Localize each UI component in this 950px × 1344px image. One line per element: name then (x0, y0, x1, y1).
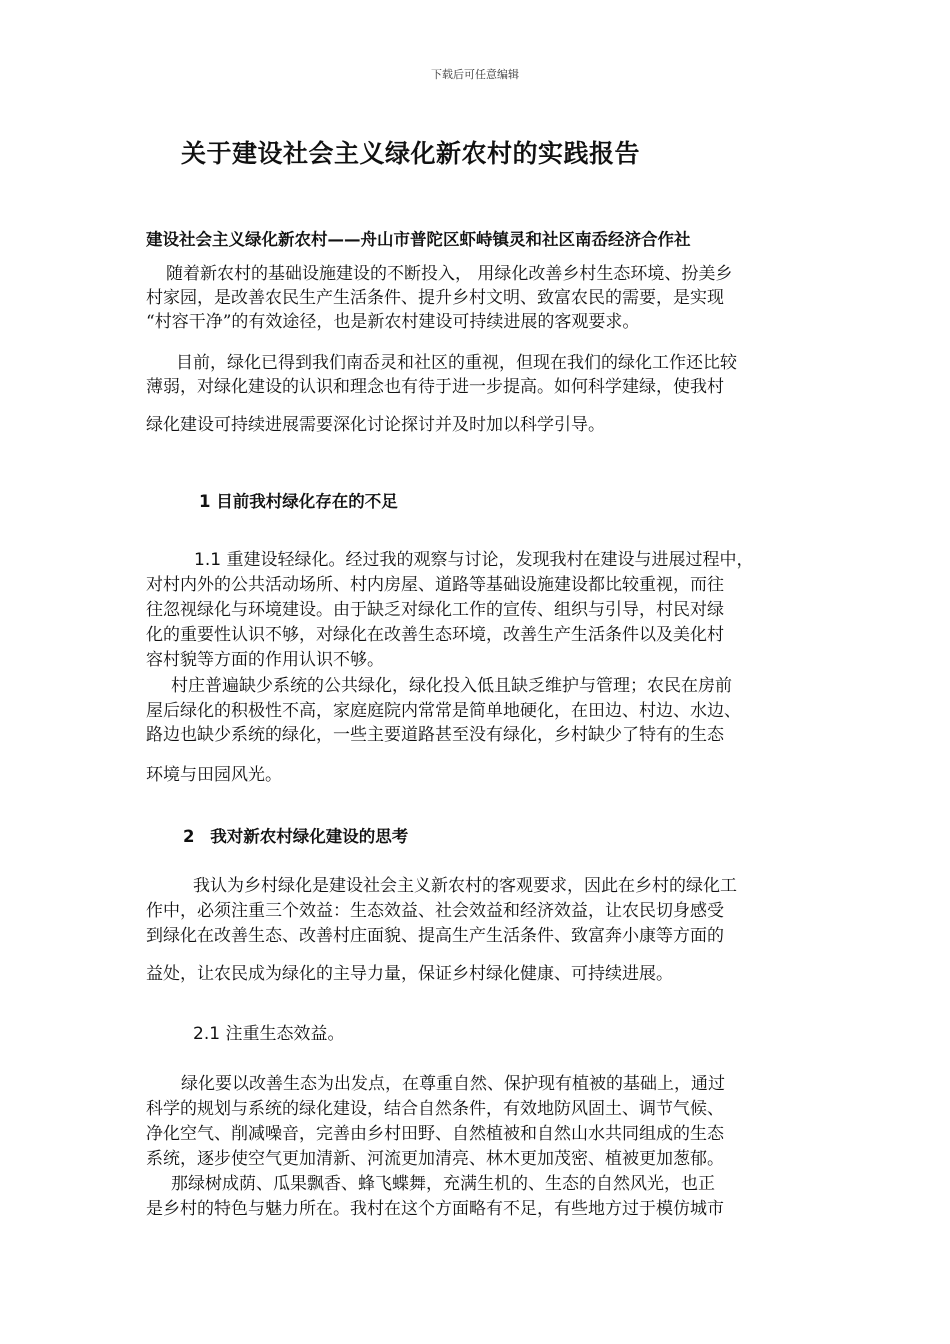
intro-line: 绿化建设可持续进展需要深化讨论探讨并及时加以科学引导。 (146, 415, 605, 435)
section-1-heading (199, 488, 398, 512)
section-2-heading (183, 823, 408, 847)
section-1-1-line (194, 548, 874, 572)
section-2-1-line: 科学的规划与系统的绿化建设，结合自然条件，有效地防风固土、调节气候、 (146, 1099, 724, 1119)
section-2-line: 益处，让农民成为绿化的主导力量，保证乡村绿化健康、可持续进展。 (146, 964, 673, 984)
section-1-line: 村庄普遍缺少系统的公共绿化，绿化投入低且缺乏维护与管理；农民在房前 (171, 676, 732, 696)
intro-line: 村家园，是改善农民生产生活条件、提升乡村文明、致富农民的需要，是实现 (146, 288, 724, 308)
intro-line: “村容干净”的有效途径，也是新农村建设可持续进展的客观要求。 (146, 312, 640, 332)
section-1-line: 路边也缺少系统的绿化，一些主要道路甚至没有绿化，乡村缺少了特有的生态 (146, 725, 724, 745)
section-1-line: 容村貌等方面的作用认识不够。 (146, 650, 384, 670)
section-number: 1 (199, 492, 211, 511)
intro-line: 随着新农村的基础设施建设的不断投入， 用绿化改善乡村生态环境、扮美乡 (166, 264, 733, 284)
subsection-number: 1.1 (194, 550, 222, 570)
intro-line: 目前，绿化已得到我们南岙灵和社区的重视，但现在我们的绿化工作还比较 (176, 353, 737, 373)
section-2-1-line: 绿化要以改善生态为出发点，在尊重自然、保护现有植被的基础上，通过 (181, 1074, 725, 1094)
section-title: 目前我村绿化存在的不足 (216, 492, 398, 511)
header-note: 下载后可任意编辑 (431, 68, 519, 81)
document-title: 关于建设社会主义绿化新农村的实践报告 (181, 139, 641, 168)
document-subtitle: 建设社会主义绿化新农村——舟山市普陀区虾峙镇灵和社区南岙经济合作社 (146, 230, 691, 249)
section-title: 我对新农村绿化建设的思考 (210, 827, 409, 846)
subsection-title: 注重生态效益。 (225, 1024, 345, 1044)
section-number: 2 (183, 827, 195, 846)
section-1-line: 化的重要性认识不够，对绿化在改善生态环境，改善生产生活条件以及美化村 (146, 625, 724, 645)
section-1-line: 环境与田园风光。 (146, 765, 282, 785)
section-2-1-line: 系统，逐步使空气更加清新、河流更加清亮、林木更加茂密、植被更加葱郁。 (146, 1149, 724, 1169)
section-1-line: 屋后绿化的积极性不高，家庭庭院内常常是简单地硬化，在田边、村边、水边、 (146, 701, 741, 721)
section-2-1-heading (193, 1022, 873, 1046)
intro-line: 薄弱，对绿化建设的认识和理念也有待于进一步提高。如何科学建绿，使我村 (146, 377, 724, 397)
section-2-line: 到绿化在改善生态、改善村庄面貌、提高生产生活条件、致富奔小康等方面的 (146, 926, 724, 946)
section-1-line: 往忽视绿化与环境建设。由于缺乏对绿化工作的宣传、组织与引导，村民对绿 (146, 600, 724, 620)
section-1-line: 对村内外的公共活动场所、村内房屋、道路等基础设施建设都比较重视，而往 (146, 575, 724, 595)
section-2-1-line: 是乡村的特色与魅力所在。我村在这个方面略有不足，有些地方过于模仿城市 (146, 1199, 724, 1219)
subsection-text: 重建设轻绿化。经过我的观察与讨论，发现我村在建设与进展过程中， (226, 550, 754, 570)
section-2-1-line: 那绿树成荫、瓜果飘香、蜂飞蝶舞，充满生机的、生态的自然风光，也正 (171, 1174, 715, 1194)
subsection-number: 2.1 (193, 1024, 221, 1044)
section-2-line: 我认为乡村绿化是建设社会主义新农村的客观要求，因此在乡村的绿化工 (193, 876, 737, 896)
section-2-1-line: 净化空气、削减噪音，完善由乡村田野、自然植被和自然山水共同组成的生态 (146, 1124, 724, 1144)
section-2-line: 作中，必须注重三个效益：生态效益、社会效益和经济效益，让农民切身感受 (146, 901, 724, 921)
